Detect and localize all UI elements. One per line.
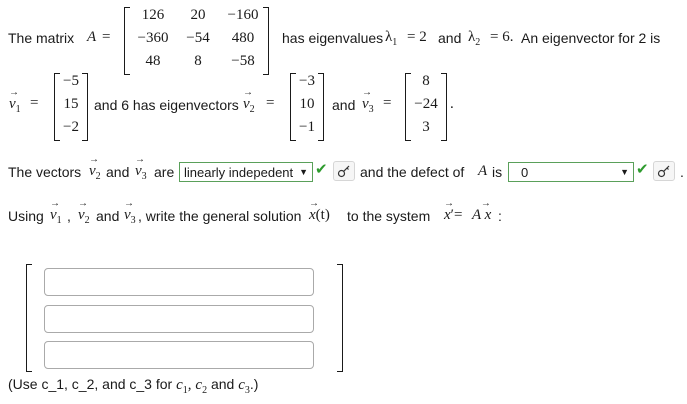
v2-entry: 10 (299, 96, 315, 112)
eigenvectors-text: and 6 has eigenvectors (94, 97, 239, 113)
lambda2-symbol: $\lambda_2$ (468, 29, 481, 48)
v2-entry: −1 (299, 119, 315, 135)
v2-entry: −3 (299, 73, 315, 89)
equals-sign: = (30, 95, 39, 111)
v1-label: → $v_1$ (9, 87, 21, 115)
comma: , (67, 208, 71, 224)
matrix-A-symbol: A (478, 163, 488, 179)
v3-label: → $v_3$ (362, 87, 374, 115)
lambda2-value: = 6. (490, 29, 514, 45)
v2-symbol: → $v_2$ (78, 198, 90, 226)
v1-symbol: → $v_1$ (50, 198, 62, 226)
and-text: and (438, 30, 462, 46)
v1-entry: 15 (63, 96, 79, 112)
eigenvalues-text: has eigenvalues (282, 30, 384, 46)
equals-sign: = (102, 29, 111, 45)
v3-symbol: → $v_3$ (135, 154, 147, 182)
matrix-cell: 8 (194, 53, 202, 69)
matrix-left-bracket (124, 7, 130, 75)
vectors-text: The vectors (8, 164, 82, 180)
v2-label: → $v_2$ (243, 87, 255, 115)
matrix-intro-text: The matrix (8, 30, 75, 46)
hint-text: (Use c_1, c_2, and c_3 for $c_1$, $c_2$ and $c_3$.) (8, 376, 259, 396)
equals-sign: = (266, 95, 275, 111)
lambda1-value: = 2 (407, 29, 427, 45)
defect-select[interactable] (508, 162, 634, 182)
v3-symbol: → $v_3$ (124, 198, 136, 226)
period: . (450, 96, 454, 112)
answer-left-bracket (26, 264, 32, 372)
is-text: is (492, 164, 503, 180)
matrix-cell: 48 (145, 53, 161, 69)
and-text: and (96, 208, 120, 224)
matrix-cell: 126 (141, 7, 165, 23)
checkmark-icon: ✔ (315, 161, 328, 178)
dropdown-arrow-icon: ▼ (620, 167, 629, 177)
v3-entry: −24 (414, 96, 438, 112)
and-text: and (332, 97, 356, 113)
v1-entry: −5 (63, 73, 79, 89)
write-text: , write the general solution (138, 208, 302, 224)
defect-select-value: 0 (521, 164, 529, 180)
dropdown-arrow-icon: ▼ (299, 167, 308, 177)
key-icon-svg (657, 164, 671, 178)
matrix-cell: −58 (231, 53, 255, 69)
key-icon[interactable] (333, 161, 355, 181)
equals-sign: = (383, 95, 392, 111)
key-icon-svg (337, 164, 351, 178)
matrix-A-symbol: A (87, 29, 97, 45)
matrix-cell: −160 (227, 7, 259, 23)
matrix-cell: 480 (231, 30, 255, 46)
v2-symbol: → $v_2$ (89, 154, 101, 182)
matrix-cell: −360 (137, 30, 169, 46)
answer-right-bracket (337, 264, 343, 372)
x-prime-symbol: → x′= (444, 198, 463, 223)
matrix-cell: 20 (190, 7, 206, 23)
to-system-text: to the system (347, 208, 431, 224)
using-text: Using (8, 208, 44, 224)
xt-symbol: → x(t) (309, 198, 330, 223)
key-icon[interactable] (653, 161, 675, 181)
eigenvector-text: An eigenvector for 2 is (521, 30, 661, 46)
solution-input-2[interactable] (44, 305, 314, 333)
v3-entry: 3 (422, 119, 430, 135)
v1-entry: −2 (63, 119, 79, 135)
are-text: are (154, 164, 175, 180)
colon: : (498, 208, 502, 224)
independence-select-value: linearly indepedent (184, 164, 294, 180)
and-text: and (106, 164, 130, 180)
v3-entry: 8 (422, 73, 430, 89)
Ax-symbol: A → x (472, 198, 492, 223)
solution-input-1[interactable] (44, 268, 314, 296)
independence-select[interactable] (179, 162, 313, 182)
checkmark-icon: ✔ (636, 161, 649, 178)
defect-text: and the defect of (360, 164, 465, 180)
lambda1-symbol: $\lambda_1$ (385, 29, 398, 48)
period: . (680, 164, 684, 180)
matrix-cell: −54 (186, 30, 210, 46)
solution-input-3[interactable] (44, 341, 314, 369)
